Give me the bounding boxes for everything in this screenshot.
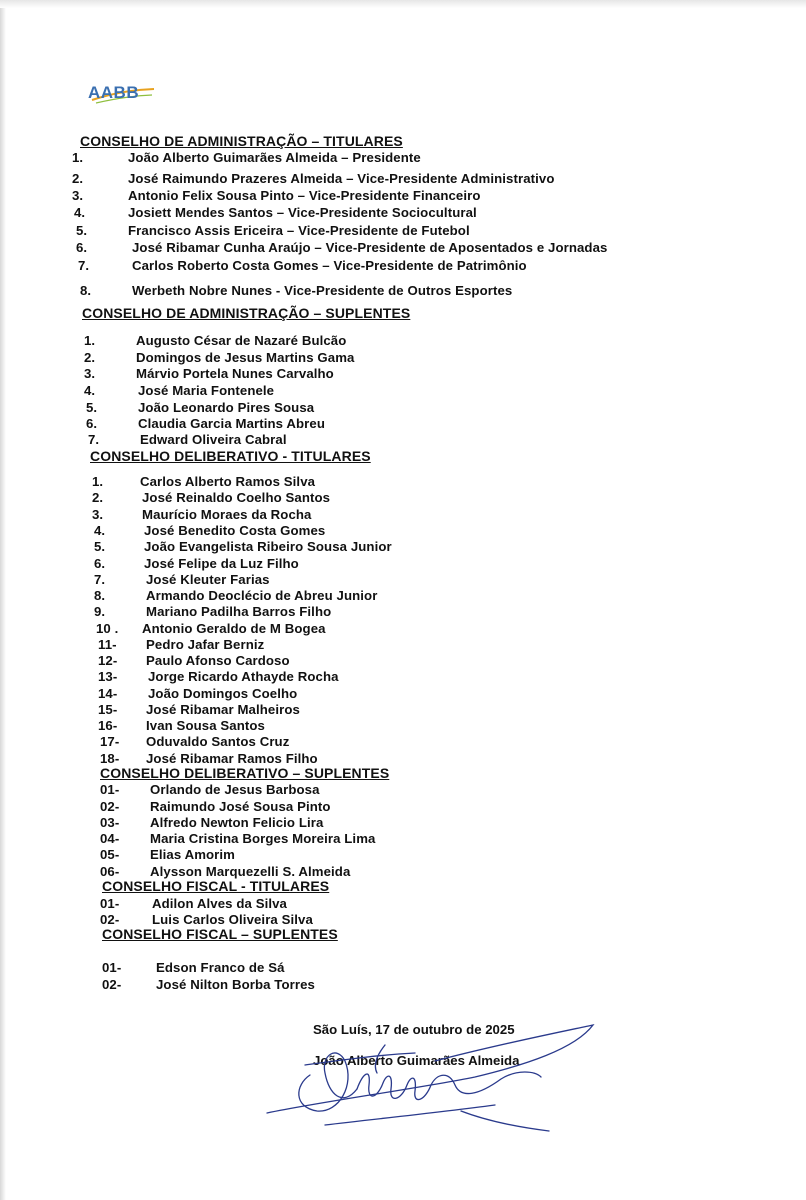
member-name: Oduvaldo Santos Cruz xyxy=(146,734,290,749)
item-number: 1. xyxy=(84,333,96,348)
member-name: Alfredo Newton Felicio Lira xyxy=(150,815,324,830)
section-heading: CONSELHO DELIBERATIVO - TITULARES xyxy=(90,448,371,464)
list-item xyxy=(98,718,265,733)
list-item xyxy=(94,556,299,571)
list-item xyxy=(100,734,290,749)
section-heading: CONSELHO DELIBERATIVO – SUPLENTES xyxy=(100,765,390,781)
item-number: 1. xyxy=(72,150,84,165)
list-item xyxy=(86,416,325,431)
list-item xyxy=(100,864,351,879)
member-name: José Felipe da Luz Filho xyxy=(144,556,299,571)
list-item xyxy=(72,150,421,165)
member-name: Alysson Marquezelli S. Almeida xyxy=(150,864,351,879)
item-number: 4. xyxy=(84,383,96,398)
item-number: 6. xyxy=(94,556,106,571)
list-item xyxy=(86,400,315,415)
member-name: Ivan Sousa Santos xyxy=(146,718,265,733)
item-number: 02- xyxy=(100,912,120,927)
page-top-shadow xyxy=(0,0,806,8)
item-number: 5. xyxy=(86,400,98,415)
member-name: Edson Franco de Sá xyxy=(156,960,285,975)
list-item xyxy=(88,432,287,447)
section-heading: CONSELHO DE ADMINISTRAÇÃO – SUPLENTES xyxy=(82,305,411,321)
item-number: 11- xyxy=(98,637,117,652)
member-name: José Raimundo Prazeres Almeida – Vice-Presidente Administrativo xyxy=(128,171,555,186)
item-number: 03- xyxy=(100,815,120,830)
item-number: 02- xyxy=(102,977,122,992)
member-name: Augusto César de Nazaré Bulcão xyxy=(136,333,347,348)
list-item xyxy=(92,507,312,522)
list-item xyxy=(84,366,334,381)
list-item xyxy=(94,539,392,554)
member-name: Jorge Ricardo Athayde Rocha xyxy=(148,669,339,684)
item-number: 4. xyxy=(94,523,106,538)
item-number: 2. xyxy=(84,350,96,365)
member-name: Maria Cristina Borges Moreira Lima xyxy=(150,831,376,846)
item-number: 10 . xyxy=(96,621,119,636)
item-number: 12- xyxy=(98,653,118,668)
list-item xyxy=(98,669,339,684)
item-number: 06- xyxy=(100,864,120,879)
member-name: João Domingos Coelho xyxy=(148,686,298,701)
member-name: Carlos Alberto Ramos Silva xyxy=(140,474,316,489)
handwritten-signature xyxy=(265,1015,600,1145)
page-edge-shadow xyxy=(0,0,6,1200)
item-number: 04- xyxy=(100,831,120,846)
item-number: 6. xyxy=(76,240,88,255)
list-item xyxy=(98,686,298,701)
item-number: 17- xyxy=(100,734,120,749)
list-item xyxy=(84,350,355,365)
list-item xyxy=(72,188,481,203)
item-number: 7. xyxy=(78,258,90,273)
list-item xyxy=(98,702,300,717)
list-item xyxy=(100,799,331,814)
member-name: Elias Amorim xyxy=(150,847,235,862)
list-item xyxy=(100,751,318,766)
member-name: Josiett Mendes Santos – Vice-Presidente Sociocultural xyxy=(128,205,477,220)
list-item xyxy=(92,474,316,489)
member-name: Claudia Garcia Martins Abreu xyxy=(138,416,325,431)
list-item xyxy=(84,383,275,398)
member-name: José Maria Fontenele xyxy=(138,383,275,398)
member-name: Adilon Alves da Silva xyxy=(152,896,287,911)
list-item xyxy=(84,333,347,348)
member-name: Werbeth Nobre Nunes - Vice-Presidente de Outros Esportes xyxy=(132,283,513,298)
list-item xyxy=(100,912,313,927)
list-item xyxy=(76,223,470,238)
item-number: 01- xyxy=(100,896,120,911)
item-number: 18- xyxy=(100,751,120,766)
member-name: João Alberto Guimarães Almeida – Presidente xyxy=(128,150,421,165)
list-item xyxy=(100,831,376,846)
member-name: Antonio Geraldo de M Bogea xyxy=(142,621,326,636)
section-heading: CONSELHO DE ADMINISTRAÇÃO – TITULARES xyxy=(80,133,403,149)
member-name: José Benedito Costa Gomes xyxy=(144,523,326,538)
item-number: 9. xyxy=(94,604,106,619)
member-name: Orlando de Jesus Barbosa xyxy=(150,782,320,797)
item-number: 14- xyxy=(98,686,118,701)
member-name: José Ribamar Cunha Araújo – Vice-Presidente de Aposentados e Jornadas xyxy=(132,240,608,255)
list-item xyxy=(94,588,378,603)
aabb-logo xyxy=(86,80,158,106)
item-number: 1. xyxy=(92,474,104,489)
member-name: Luis Carlos Oliveira Silva xyxy=(152,912,313,927)
member-name: Antonio Felix Sousa Pinto – Vice-Presidente Financeiro xyxy=(128,188,481,203)
member-name: Maurício Moraes da Rocha xyxy=(142,507,312,522)
member-name: Márvio Portela Nunes Carvalho xyxy=(136,366,334,381)
list-item xyxy=(102,977,315,992)
list-item xyxy=(100,896,287,911)
member-name: Mariano Padilha Barros Filho xyxy=(146,604,332,619)
list-item xyxy=(76,240,608,255)
item-number: 01- xyxy=(100,782,120,797)
list-item xyxy=(94,604,332,619)
item-number: 7. xyxy=(88,432,100,447)
item-number: 16- xyxy=(98,718,118,733)
item-number: 2. xyxy=(92,490,104,505)
place-date: São Luís, 17 de outubro de 2025 xyxy=(313,1022,515,1037)
item-number: 7. xyxy=(94,572,106,587)
list-item xyxy=(96,621,326,636)
member-name: João Evangelista Ribeiro Sousa Junior xyxy=(144,539,392,554)
item-number: 5. xyxy=(94,539,106,554)
item-number: 01- xyxy=(102,960,122,975)
list-item xyxy=(78,258,527,273)
list-item xyxy=(100,847,235,862)
list-item xyxy=(100,815,324,830)
list-item xyxy=(100,782,320,797)
section-heading: CONSELHO FISCAL – SUPLENTES xyxy=(102,926,338,942)
member-name: José Reinaldo Coelho Santos xyxy=(142,490,331,505)
list-item xyxy=(98,653,290,668)
list-item xyxy=(94,572,270,587)
item-number: 8. xyxy=(80,283,92,298)
member-name: Armando Deoclécio de Abreu Junior xyxy=(146,588,378,603)
item-number: 13- xyxy=(98,669,118,684)
item-number: 05- xyxy=(100,847,120,862)
list-item xyxy=(92,490,331,505)
member-name: José Nilton Borba Torres xyxy=(156,977,315,992)
item-number: 6. xyxy=(86,416,98,431)
item-number: 2. xyxy=(72,171,84,186)
member-name: Edward Oliveira Cabral xyxy=(140,432,287,447)
member-name: José Ribamar Malheiros xyxy=(146,702,300,717)
member-name: Pedro Jafar Berniz xyxy=(146,637,265,652)
member-name: Francisco Assis Ericeira – Vice-Presidente de Futebol xyxy=(128,223,470,238)
item-number: 3. xyxy=(92,507,104,522)
item-number: 3. xyxy=(72,188,84,203)
member-name: João Leonardo Pires Sousa xyxy=(138,400,315,415)
list-item xyxy=(72,171,555,186)
list-item xyxy=(98,637,265,652)
member-name: José Ribamar Ramos Filho xyxy=(146,751,318,766)
member-name: José Kleuter Farias xyxy=(146,572,270,587)
list-item xyxy=(94,523,326,538)
list-item xyxy=(102,960,285,975)
list-item xyxy=(80,283,513,298)
member-name: Carlos Roberto Costa Gomes – Vice-Presidente de Patrimônio xyxy=(132,258,527,273)
logo-text: AABB xyxy=(88,83,140,102)
item-number: 3. xyxy=(84,366,96,381)
item-number: 8. xyxy=(94,588,106,603)
member-name: Paulo Afonso Cardoso xyxy=(146,653,290,668)
signatory-name: João Alberto Guimarães Almeida xyxy=(313,1053,520,1068)
item-number: 02- xyxy=(100,799,120,814)
list-item xyxy=(74,205,477,220)
item-number: 4. xyxy=(74,205,86,220)
member-name: Raimundo José Sousa Pinto xyxy=(150,799,331,814)
item-number: 15- xyxy=(98,702,118,717)
item-number: 5. xyxy=(76,223,88,238)
section-heading: CONSELHO FISCAL - TITULARES xyxy=(102,878,330,894)
member-name: Domingos de Jesus Martins Gama xyxy=(136,350,355,365)
